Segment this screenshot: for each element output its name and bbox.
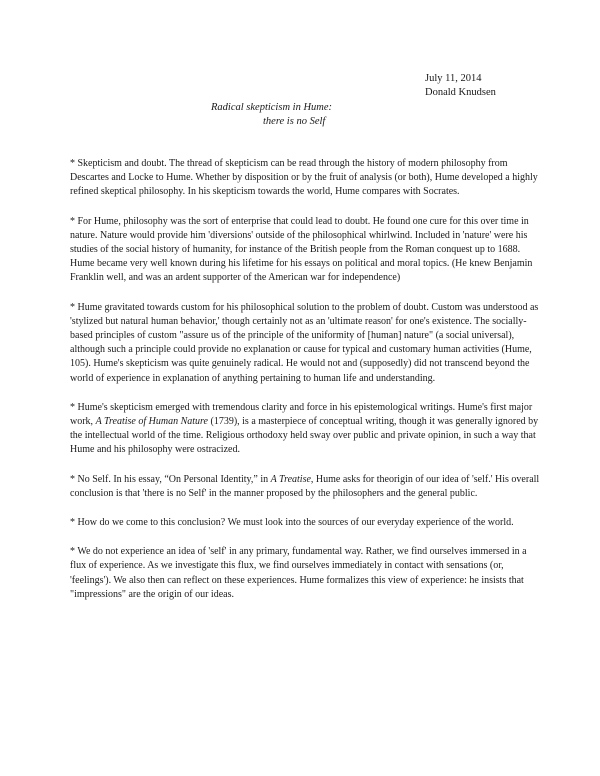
paragraph-text: * Hume's skepticism emerged with tremendous clarity and force in his epistemological writings. Hume's first major work,	[70, 401, 533, 428]
document-body	[70, 157, 540, 617]
author-name: Donald Knudsen	[425, 87, 496, 98]
paragraph-epistemological-writings	[70, 401, 540, 458]
paragraph-flux-of-experience: * We do not experience an idea of 'self' in any primary, fundamental way. Rather, we find ourselves immersed in a flux of experience. As we investigate this flux, we find ourselves immediately in contact with sensations (or, 'feelings'). We also then can reflect on these experiences. Hume formalizes this view of experience: he insists that "impressions" are the origin of our ideas.	[70, 546, 527, 600]
paragraph-skepticism-and-doubt: * Skepticism and doubt. The thread of skepticism can be read through the history of modern philosophy from Descartes and Locke to Hume. Whether by disposition or by the fruit of analysis (or both), Hume developed a highly refined skeptical philosophy. In his skepticism towards the world, Hume compares with Socrates.	[70, 158, 538, 198]
title-line-2: there is no Self	[263, 116, 326, 127]
book-title: A Treatise of Human Nature	[95, 416, 208, 428]
document-header	[425, 72, 496, 100]
paragraph-text: , Hume asks for theorigin of our idea of 'self.' His overall conclusion is that 'there is no Self' in the manner proposed by the philosophers and the general public.	[70, 473, 540, 499]
paragraph-custom: * Hume gravitated towards custom for his philosophical solution to the problem of doubt. Custom was understood as 'stylized but natural human behavior,' though certainly not as an 'ultimate reason' for one's existence. The socially-based principles of custom "assure us of the principle of the uniformity of [human] nature" (a social universal), although such a principle could provide no explanation or cause for typical and customary human activities (Hume, 105). Hume's skepticism was quite genuinely radical. He would not and (supposedly) did not transcend beyond the world of experience in explanation of anything pertaining to human life and understanding.	[70, 301, 539, 384]
book-title: A Treatise	[270, 473, 311, 485]
document-title	[211, 101, 332, 129]
paragraph-no-self	[70, 473, 540, 501]
paragraph-text: * No Self. In his essay, “On Personal Identity,” in	[70, 473, 271, 485]
paragraph-philosophy-and-nature: * For Hume, philosophy was the sort of enterprise that could lead to doubt. He found one cure for this over time in nature. Nature would provide him 'diversions' outside of the philosophical whirlwind. Included in 'nature' were his studies of the social history of humanity, for instance of the British people from the Roman conquest up to 1688. Hume became very well known during his lifetime for his essays on political and moral topics. (He knew Benjamin Franklin well, and was an ardent supporter of the American war for independence)	[70, 215, 533, 284]
paragraph-conclusion-question: * How do we come to this conclusion? We must look into the sources of our everyday experience of the world.	[70, 517, 514, 529]
paragraph-text: (1739), is a masterpiece of conceptual writing, though it was generally ignored by the intellectual world of the time. Religious orthodoxy held sway over public and private opinion, in such a way that Hume and his philosophy were ostracized.	[70, 416, 539, 456]
date: July 11, 2014	[425, 73, 482, 84]
title-line-1: Radical skepticism in Hume:	[211, 102, 333, 113]
